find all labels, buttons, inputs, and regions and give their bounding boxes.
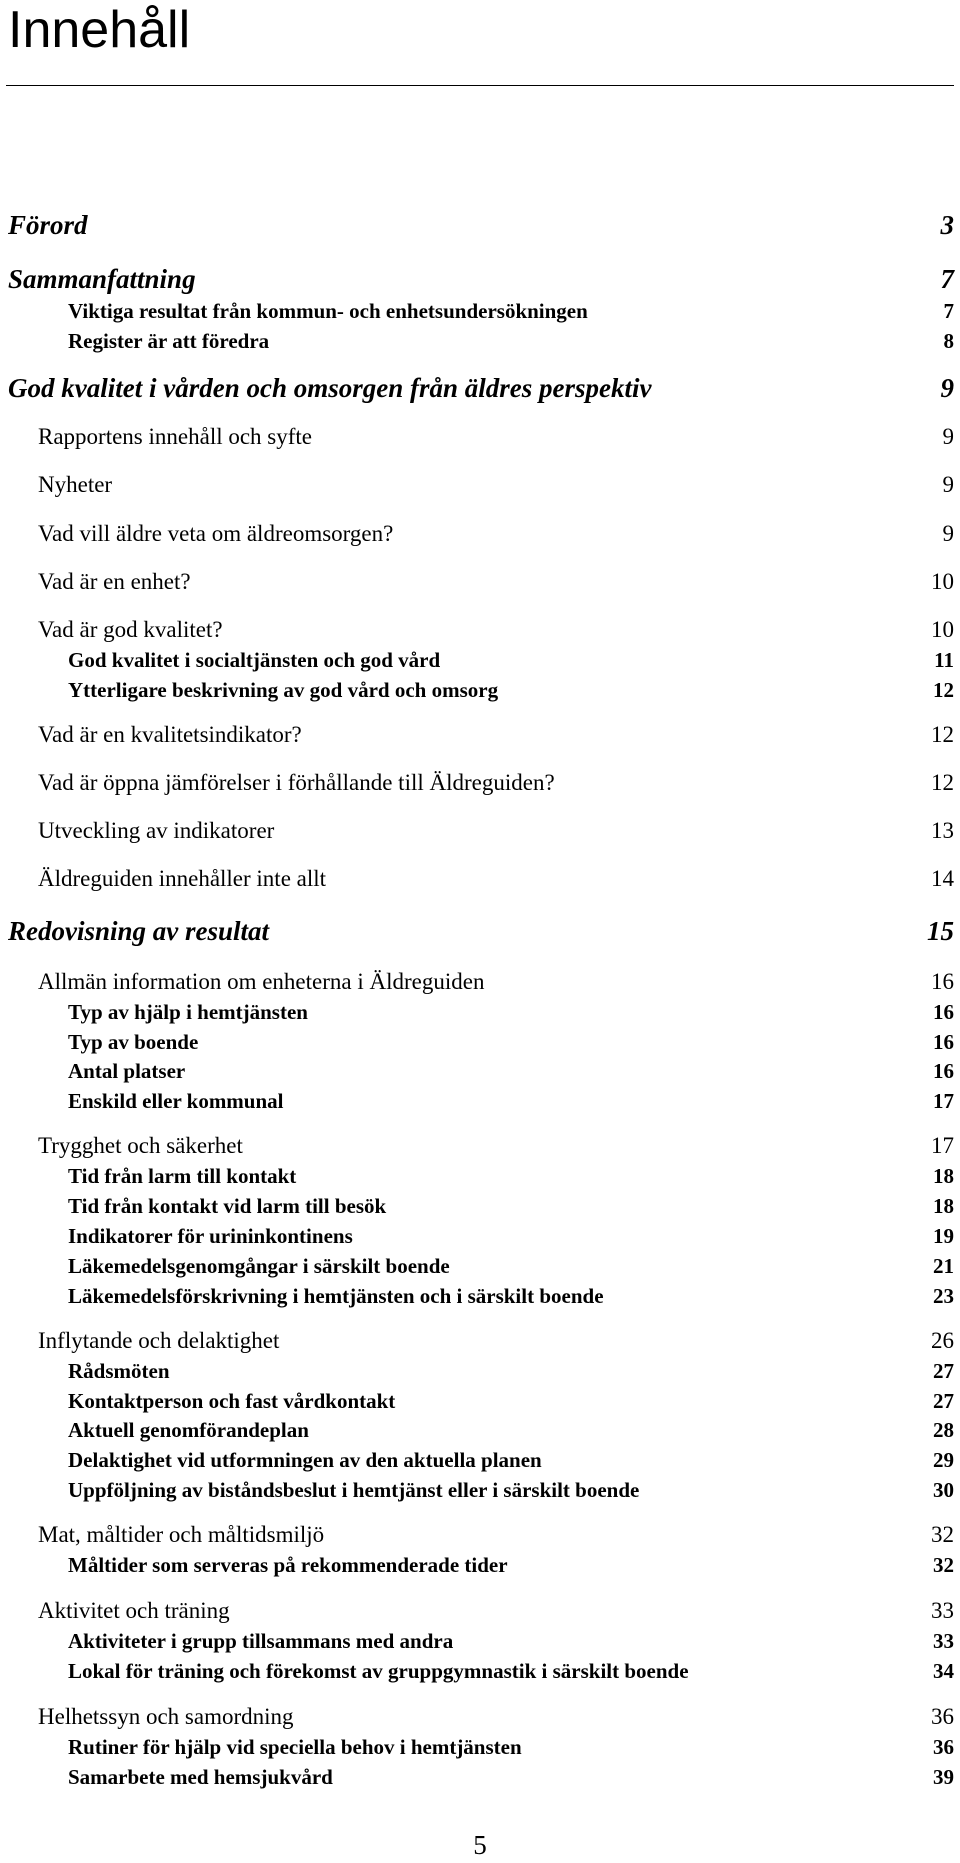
toc-entry-title: Vad är god kvalitet? [38, 617, 223, 642]
toc-entry-title: Kontaktperson och fast vårdkontakt [68, 1389, 396, 1413]
toc-entry-page: 27 [933, 1359, 954, 1383]
toc-entry-page: 29 [933, 1448, 954, 1472]
toc-entry-rutiner[interactable] [68, 1735, 954, 1760]
toc-entry-page: 16 [933, 1059, 954, 1083]
toc-entry-title: Aktuell genomförandeplan [68, 1418, 309, 1442]
toc-entry-title: Äldreguiden innehåller inte allt [38, 866, 327, 891]
toc-entry-typ-av-boende[interactable] [68, 1030, 954, 1055]
toc-entry-tid-fran-kontakt[interactable] [68, 1194, 954, 1219]
toc-entry-page: 27 [933, 1389, 954, 1413]
toc-entry-title: Viktiga resultat från kommun- och enhetsundersökningen [68, 299, 588, 323]
toc-entry-page: 10 [931, 617, 954, 642]
toc-entry-title: Läkemedelsgenomgångar i särskilt boende [68, 1254, 450, 1278]
toc-entry-page: 9 [940, 373, 954, 403]
toc-entry-title: Redovisning av resultat [8, 916, 270, 946]
toc-entry-maltider-serveras[interactable] [68, 1553, 954, 1578]
toc-entry-page: 16 [933, 1000, 954, 1024]
toc-entry-title: God kvalitet i vården och omsorgen från äldres perspektiv [8, 373, 652, 403]
toc-entry-title: Samarbete med hemsjukvård [68, 1765, 333, 1789]
toc-entry-title: Aktiviteter i grupp tillsammans med andra [68, 1629, 454, 1653]
toc-entry-enskild-eller-kommunal[interactable] [68, 1089, 954, 1114]
toc-entry-god-kvalitet[interactable] [8, 373, 954, 404]
toc-entry-title: Inflytande och delaktighet [38, 1328, 280, 1353]
toc-entry-page: 7 [940, 264, 954, 294]
toc-entry-page: 36 [933, 1735, 954, 1759]
toc-entry-page: 18 [933, 1194, 954, 1218]
toc-entry-delaktighet[interactable] [68, 1448, 954, 1473]
toc-entry-title: Sammanfattning [8, 264, 196, 294]
toc-entry-title: Mat, måltider och måltidsmiljö [38, 1522, 325, 1547]
toc-entry-rapportens-innehall[interactable] [38, 424, 954, 450]
toc-entry-inflytande[interactable] [38, 1328, 954, 1354]
toc-entry-typ-av-hjalp[interactable] [68, 1000, 954, 1025]
toc-entry-title: Vad är en enhet? [38, 569, 191, 594]
toc-entry-title: Förord [8, 210, 88, 240]
toc-entry-aktivitet[interactable] [38, 1598, 954, 1624]
toc-entry-page: 30 [933, 1478, 954, 1502]
toc-entry-title: Vad är en kvalitetsindikator? [38, 722, 302, 747]
toc-entry-page: 9 [942, 424, 954, 449]
toc-entry-helhetssyn[interactable] [38, 1704, 954, 1730]
toc-entry-socialtjansten[interactable] [68, 648, 954, 673]
toc-entry-page: 7 [943, 299, 954, 323]
toc-entry-vad-vill-aldre[interactable] [38, 521, 954, 547]
toc-entry-mat-maltider[interactable] [38, 1522, 954, 1548]
toc-entry-allman-information[interactable] [38, 969, 954, 995]
toc-entry-title: Antal platser [68, 1059, 186, 1083]
toc-entry-page: 12 [931, 722, 954, 747]
page-number: 5 [473, 1830, 487, 1860]
toc-entry-title: Indikatorer för urininkontinens [68, 1224, 353, 1248]
toc-entry-title: Delaktighet vid utformningen av den aktuella planen [68, 1448, 542, 1472]
toc-entry-ytterligare[interactable] [68, 678, 954, 703]
toc-entry-title: Rådsmöten [68, 1359, 170, 1383]
toc-entry-title: Tid från larm till kontakt [68, 1164, 297, 1188]
toc-entry-antal-platser[interactable] [68, 1059, 954, 1084]
toc-entry-title: Vad vill äldre veta om äldreomsorgen? [38, 521, 394, 546]
toc-entry-vad-ar-god-kvalitet[interactable] [38, 617, 954, 643]
toc-entry-lakemedelsforskrivning[interactable] [68, 1284, 954, 1309]
toc-entry-page: 9 [942, 521, 954, 546]
toc-entry-genomforandeplan[interactable] [68, 1418, 954, 1443]
toc-entry-page: 17 [933, 1089, 954, 1113]
toc-entry-radsmoten[interactable] [68, 1359, 954, 1384]
toc-entry-kontaktperson[interactable] [68, 1389, 954, 1414]
toc-entry-title: Tid från kontakt vid larm till besök [68, 1194, 387, 1218]
toc-entry-title: Utveckling av indikatorer [38, 818, 275, 843]
toc-entry-uppfoljning[interactable] [68, 1478, 954, 1503]
toc-entry-page: 34 [933, 1659, 954, 1683]
toc-entry-nyheter[interactable] [38, 472, 954, 498]
toc-entry-page: 16 [933, 1030, 954, 1054]
toc-entry-tid-fran-larm[interactable] [68, 1164, 954, 1189]
toc-entry-utveckling[interactable] [38, 818, 954, 844]
toc-entry-title: Helhetssyn och samordning [38, 1704, 294, 1729]
toc-entry-page: 17 [931, 1133, 954, 1158]
toc-entry-title: Typ av hjälp i hemtjänsten [68, 1000, 308, 1024]
toc-entry-samarbete[interactable] [68, 1765, 954, 1790]
toc-entry-page: 39 [933, 1765, 954, 1789]
toc-entry-page: 3 [940, 210, 954, 240]
toc-entry-urininkontinens[interactable] [68, 1224, 954, 1249]
toc-entry-page: 33 [933, 1629, 954, 1653]
toc-entry-title: Rapportens innehåll och syfte [38, 424, 313, 449]
toc-entry-page: 28 [933, 1418, 954, 1442]
toc-entry-page: 18 [933, 1164, 954, 1188]
toc-entry-page: 33 [931, 1598, 954, 1623]
toc-entry-title: Allmän information om enheterna i Äldreguiden [38, 969, 485, 994]
toc-entry-page: 32 [931, 1522, 954, 1547]
toc-entry-page: 15 [927, 916, 954, 946]
toc-entry-page: 12 [933, 678, 954, 702]
toc-entry-title: Typ av boende [68, 1030, 199, 1054]
toc-entry-title: Uppföljning av biståndsbeslut i hemtjänst eller i särskilt boende [68, 1478, 640, 1502]
page-title: Innehåll [8, 1, 191, 59]
toc-entry-vad-ar-en-enhet[interactable] [38, 569, 954, 595]
toc-entry-title: Enskild eller kommunal [68, 1089, 284, 1113]
toc-entry-oppna-jamforelser[interactable] [38, 770, 954, 796]
toc-entry-lokal-for-traning[interactable] [68, 1659, 954, 1684]
toc-entry-page: 12 [931, 770, 954, 795]
toc-entry-title: Aktivitet och träning [38, 1598, 230, 1623]
toc-entry-register[interactable] [68, 329, 954, 354]
toc-entry-forord[interactable] [8, 210, 954, 241]
toc-entry-title: Ytterligare beskrivning av god vård och omsorg [68, 678, 499, 702]
toc-entry-redovisning[interactable] [8, 916, 954, 947]
toc-entry-aldreguiden-innehaller[interactable] [38, 866, 954, 892]
toc-entry-title: Måltider som serveras på rekommenderade tider [68, 1553, 508, 1577]
toc-entry-title: Nyheter [38, 472, 113, 497]
toc-entry-sammanfattning[interactable] [8, 264, 954, 295]
toc-entry-kvalitetsindikator[interactable] [38, 722, 954, 748]
toc-entry-page: 11 [934, 648, 954, 672]
toc-entry-viktiga-resultat[interactable] [68, 299, 954, 324]
title-divider [6, 85, 954, 86]
toc-entry-title: Register är att föredra [68, 329, 270, 353]
toc-entry-page: 13 [931, 818, 954, 843]
toc-entry-lakemedelsgenomgangar[interactable] [68, 1254, 954, 1279]
toc-entry-page: 19 [933, 1224, 954, 1248]
toc-entry-aktiviteter-i-grupp[interactable] [68, 1629, 954, 1654]
toc-entry-page: 9 [942, 472, 954, 497]
toc-entry-page: 26 [931, 1328, 954, 1353]
toc-entry-title: God kvalitet i socialtjänsten och god vård [68, 648, 441, 672]
toc-entry-trygghet[interactable] [38, 1133, 954, 1159]
toc-entry-page: 8 [943, 329, 954, 353]
toc-entry-title: Vad är öppna jämförelser i förhållande till Äldreguiden? [38, 770, 555, 795]
toc-entry-title: Lokal för träning och förekomst av gruppgymnastik i särskilt boende [68, 1659, 689, 1683]
toc-entry-page: 14 [931, 866, 954, 891]
toc-entry-title: Trygghet och säkerhet [38, 1133, 243, 1158]
toc-entry-page: 10 [931, 569, 954, 594]
toc-entry-page: 23 [933, 1284, 954, 1308]
toc-entry-title: Läkemedelsförskrivning i hemtjänsten och i särskilt boende [68, 1284, 604, 1308]
toc-entry-page: 32 [933, 1553, 954, 1577]
toc-entry-page: 21 [933, 1254, 954, 1278]
toc-entry-title: Rutiner för hjälp vid speciella behov i hemtjänsten [68, 1735, 522, 1759]
toc-entry-page: 36 [931, 1704, 954, 1729]
toc-entry-page: 16 [931, 969, 954, 994]
